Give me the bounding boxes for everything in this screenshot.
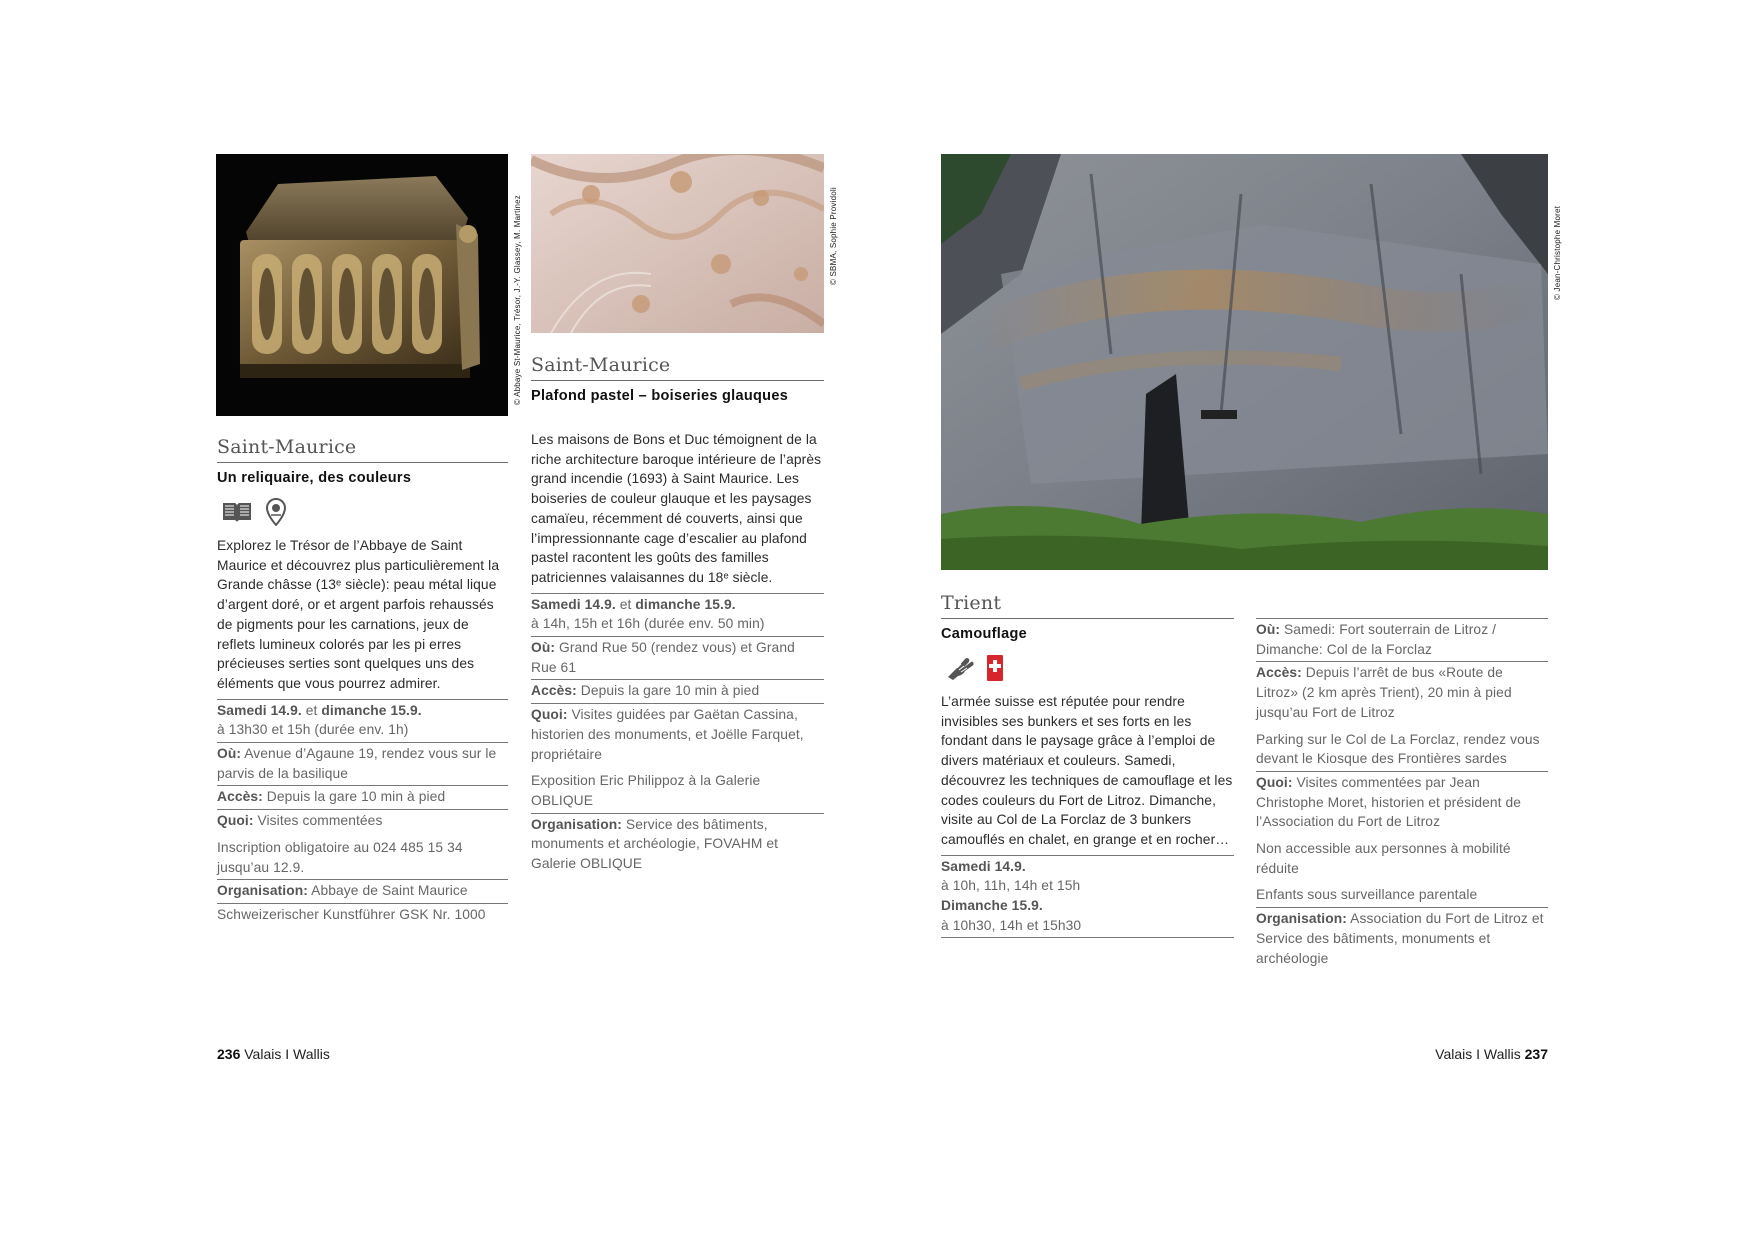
event-what: Quoi: Visites commentées par Jean Christophe Moret, historien et président de l’Association du Fort de Litroz [1256, 771, 1548, 834]
event-dates: Samedi 14.9. à 10h, 11h, 14h et 15h Dimanche 15.9. à 10h30, 14h et 15h30 [941, 855, 1234, 939]
event-column-3 [941, 592, 1234, 938]
event-guide: Schweizerischer Kunstführer GSK Nr. 1000 [217, 903, 508, 927]
event-description: Les maisons de Bons et Duc témoignent de la riche architecture baroque intérieure de l’après grand incendie (1693) à Saint Maurice. Les boiseries de couleur glauque et les paysages camaïeu, récemment dé couverts, ainsi que l’impressionnante cage d’escalier au plafond pastel racontent les goûts des familles patriciennes valaisannes du 18ᵉ siècle. [531, 432, 822, 585]
reliquary-photo [216, 154, 508, 416]
event-location: Où: Avenue d’Agaune 19, rendez vous sur le parvis de la basilique [217, 742, 508, 785]
running-title: Valais I Wallis [1435, 1046, 1525, 1062]
swiss-cross-icon [987, 655, 1003, 681]
event-column-1 [217, 436, 508, 927]
photo-credit: © SBMA, Sophie Providoli [829, 187, 838, 285]
event-access: Accès: Depuis la gare 10 min à pied [217, 785, 508, 809]
place-title: Saint-Maurice [531, 354, 824, 381]
event-organisation: Organisation: Service des bâtiments, monuments et archéologie, FOVAHM et Galerie OBLIQUE [531, 813, 824, 876]
icon-row [221, 498, 508, 526]
photo-credit: © Abbaye St-Maurice, Trésor, J.-Y. Glassey, M. Martinez [513, 195, 522, 405]
hand-icon [945, 655, 975, 681]
event-registration: Inscription obligatoire au 024 485 15 34 jusqu’au 12.9. [217, 839, 463, 875]
running-title: Valais I Wallis [240, 1046, 330, 1062]
book-icon [221, 500, 253, 524]
event-description: L’armée suisse est réputée pour rendre invisibles ses bunkers et ses forts en les fondant dans le paysage grâce à l’emploi de divers matériaux et couleurs. Samedi, découvrez les techniques de camouflage et les codes couleurs du Fort de Litroz. Dimanche, visite au Col de La Forclaz de 3 bunkers camouflés en chalet, en grange et en rocher… [941, 694, 1233, 847]
event-subtitle: Camouflage [941, 626, 1027, 642]
event-description: Explorez le Trésor de l’Abbaye de Saint Maurice et découvrez plus particulièrement la Grande châsse (13ᵉ siècle): peau métal lique d’argent doré, or et argent parfois rehaussés de pigments pour les carnations, jeux de reflets lumineux colorés par les pi erres précieuses serties sont quelques uns des éléments que vous pourrez admirer. [217, 538, 500, 691]
event-location: Où: Samedi: Fort souterrain de Litroz / Dimanche: Col de la Forclaz [1256, 618, 1548, 661]
event-dates: Samedi 14.9. et dimanche 15.9. à 14h, 15h et 16h (durée env. 50 min) [531, 593, 824, 636]
location-pin-icon [265, 498, 287, 526]
event-exhibition: Exposition Eric Philippoz à la Galerie OBLIQUE [531, 773, 761, 808]
event-subtitle: Un reliquaire, des couleurs [217, 470, 412, 486]
event-dates: Samedi 14.9. et dimanche 15.9. à 13h30 et 15h (durée env. 1h) [217, 699, 508, 742]
event-subtitle: Plafond pastel – boiseries glauques [531, 388, 789, 404]
event-organisation: Organisation: Association du Fort de Litroz et Service des bâtiments, monuments et archéologie [1256, 907, 1548, 970]
event-children-note: Enfants sous surveillance parentale [1256, 887, 1478, 903]
page-number: 237 [1524, 1046, 1548, 1062]
event-access: Accès: Depuis l’arrêt de bus «Route de Litroz» (2 km après Trient), 20 min à pied jusqu’au Fort de Litroz [1256, 661, 1548, 724]
event-accessibility-note: Non accessible aux personnes à mobilité réduite [1256, 841, 1511, 876]
event-parking: Parking sur le Col de La Forclaz, rendez vous devant le Kiosque des Frontières sardes [1256, 731, 1540, 767]
page-number: 236 [217, 1046, 241, 1062]
event-what: Quoi: Visites guidées par Gaëtan Cassina, historien des monuments, et Joëlle Farquet, propriétaire [531, 703, 824, 766]
place-title: Saint-Maurice [217, 436, 508, 463]
rock-bunker-photo [941, 154, 1548, 570]
event-column-4 [1256, 618, 1548, 970]
ceiling-photo [531, 154, 824, 333]
event-what: Quoi: Visites commentées [217, 809, 508, 833]
footer-right [1435, 1046, 1548, 1062]
footer-left [217, 1046, 330, 1062]
photo-credit: © Jean-Christophe Moret [1553, 205, 1562, 300]
icon-row [945, 654, 1234, 682]
event-location: Où: Grand Rue 50 (rendez vous) et Grand Rue 61 [531, 636, 824, 679]
event-column-2 [531, 354, 824, 876]
event-access: Accès: Depuis la gare 10 min à pied [531, 679, 824, 703]
place-title: Trient [941, 592, 1234, 619]
event-organisation: Organisation: Abbaye de Saint Maurice [217, 879, 508, 903]
